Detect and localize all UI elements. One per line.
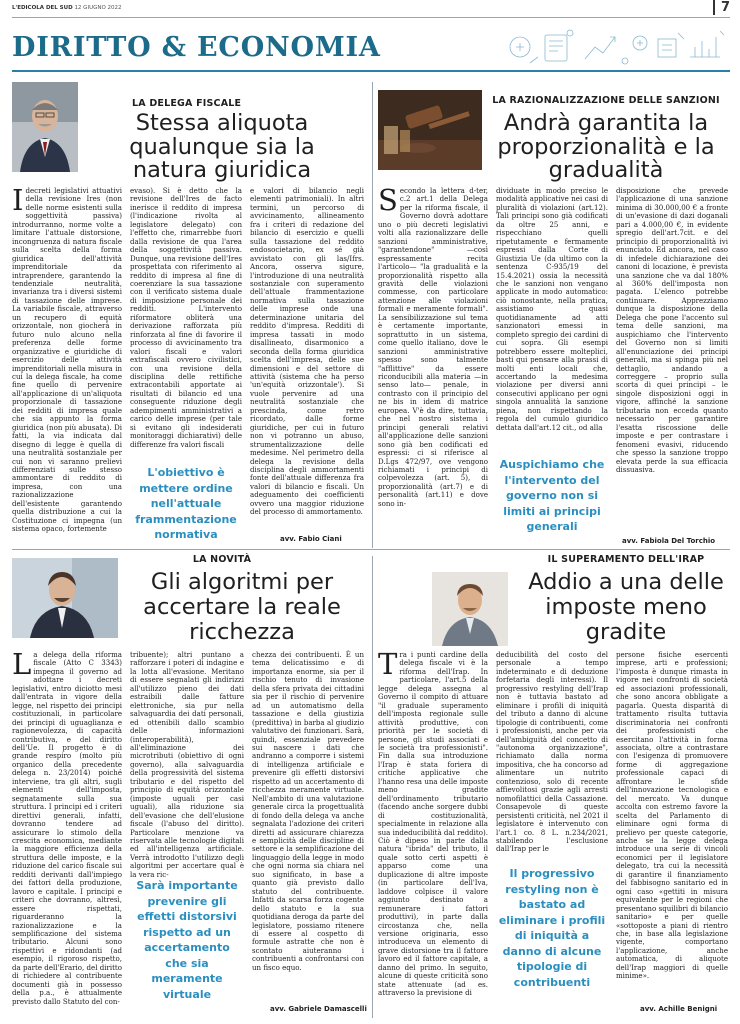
article-column-3 bbox=[616, 187, 728, 535]
finance-doodle-icon bbox=[490, 25, 730, 69]
column-text: a delega della riforma fiscale (Atto C 3343) impegna il governo ad adottare i decreti legislativi, entro diciotto mesi dall'entrata in vigore della legge, nel rispetto dei principi costituzionali, in particolare dei principi di uguaglianza e ragionevolezza, di capacità contributiva, e del diritto dell'Ue. Il progetto è di grande respiro (molto più organico della precedente delega n. 23/2014) poiché interviene, tra gli altri, sugli elementi dell'imposta, segnatamente sulla sua struttura. I principi ed i criteri direttivi generali, infatti, dovranno tendere ad assicurare lo stimolo della crescita economica, mediante la maggiore efficienza della struttura delle imposte, e la riduzione del carico fiscale sui redditi derivanti dall'impiego dei fattori della produzione, lavoro e capitale. I principi e criteri che dovranno, altresì, essere rispettati, riguarderanno la razionalizzazione e la semplificazione del sistema tributario. Alcuni sono rispettivi e ridondanti (ad esempio, il rigoroso rispetto, da parte dell'Erario, del diritto di richiedere al contribuente documenti già in possesso della p.a., è attualmente previsto dallo Statuto del con- bbox=[12, 650, 122, 1006]
column-text: tribuente); altri puntano a rafforzare i poteri di indagine e la lotta all'evasione. Meritano di essere segnalati gli indirizzi all'utilizzo pieno dei dati estraibili dalle fatture elettroniche, sia pur nella salvaguardia dei dati personali, ed ottenibili dallo scambio delle informazioni (interoperabilità), all'eliminazione dei microtributi (obiettivo di ogni governo), alla salvaguardia della progressività del sistema tributario e del rispetto del principio di equità orizzontale (imposte uguali per casi uguali), alla riduzione sia dell'evasione che dell'elusione fiscale (l'abuso del diritto). Particolare menzione va riservata alle tecnologie digitali ed all'intelligenza artificiale. Verrà introdotto l'utilizzo degli algoritmi per accertare qual è la vera ric- bbox=[130, 650, 244, 879]
article-column-3 bbox=[252, 651, 364, 1001]
author-portrait-icon bbox=[12, 82, 78, 172]
masthead bbox=[12, 0, 730, 18]
masthead-info bbox=[12, 5, 122, 11]
dropcap: T bbox=[378, 647, 398, 681]
article-irap bbox=[378, 556, 730, 1018]
publication-name: L'EDICOLA DEL SUD bbox=[12, 5, 73, 11]
author-photo bbox=[432, 572, 508, 646]
column-text: deducibilità del costo del personale a tempo indeterminato e di deduzione forfetaria degli interessi). Il progressivo restyling dell'Irap non è tuttavia bastato ad eliminare i profili di iniquità del tributo a danno di alcune tipologie di contribuenti, come i professionisti, anche per via dell'ambiguità del concetto di "autonoma organizzazione", richiamato dalla norma impositiva, che ha concorso ad alimentare un nutrito contenzioso, solo di recente affievolitosi grazie agli arresti nomofilattici della Cassazione. Consapevole di queste persistenti criticità, nel 2021 il legislatore è intervenuto con l'art.1 co. 8 L. n.234/2021, stabilendo l'esclusione dall'Irap per le bbox=[496, 650, 608, 854]
author-signature: avv. Fabiola Del Torchio bbox=[622, 537, 716, 545]
article-headline: Addio a una delle imposte meno gradite bbox=[528, 569, 724, 645]
author-signature: avv. Gabriele Damascelli bbox=[270, 1005, 367, 1013]
article-algoritmi bbox=[12, 556, 368, 1018]
article-headline: Andrà garantita la proporzionalità e la gradualità bbox=[497, 110, 715, 184]
article-column-2 bbox=[130, 187, 242, 455]
column-divider-bottom bbox=[372, 556, 373, 1018]
article-column-2 bbox=[496, 651, 608, 859]
author-signature: avv. Fabio Ciani bbox=[280, 535, 342, 543]
article-column-1 bbox=[378, 183, 488, 547]
article-column-1 bbox=[12, 647, 122, 1015]
author-portrait-icon bbox=[432, 572, 508, 646]
column-text: persone fisiche esercenti imprese, arti e professioni; l'imposta è dunque rimasta in vigore nei confronti di società ed associazioni professionali, che sono ancora obbligate a pagarla. Questa disparità di trattamento risulta tuttavia discriminatoria nei confronti dei professionisti che esercitano l'attività in forma associata, oltre a contrastare con l'esigenza di promuovere forme di aggregazione professionale capaci di affrontare le sfide dell'innovazione tecnologica e del mercato. Va dunque accolta con estremo favore la scelta del Parlamento di eliminare ogni forma di prelievo per queste categorie, anche se la legge delega introduce una serie di vincoli economici per il legislatore delegato, tra cui la necessità di garantire il finanziamento del fabbisogno sanitario ed in ogni caso «gettiti in misura equivalente per le regioni che presentano squilibri di bilancio sanitario» e per quelle «sottoposte a piani di rientro che, in base alla legislazione vigente, comportano l'applicazione, anche automatica, di aliquote dell'Irap maggiori di quelle minime». bbox=[616, 650, 728, 981]
article-column-3 bbox=[250, 187, 364, 533]
column-text: dividuate in modo preciso le modalità applicative nei casi di pluralità di violazioni (art.12). Tali principi sono già codificati da oltre 25 anni, e rispecchiano quelli ripetutamente e fermamente espressi dalla Corte di Giustizia Ue (da ultimo con la sentenza C-935/19 del 15.4.2021) ossia la necessità che le sanzioni non vengano applicate in modo automatico: ciò nonostante, nella pratica, assistiamo quasi quotidianamente ad atti sanzionatori emessi in completo spregio dei cardini di cui sopra. Gli esempi potrebbero essere molteplici, basti qui pensare alla prassi di molti enti locali che, accertando la medesima violazione per diversi anni consecutivi applicano per ogni singola annualità la sanzione piena, non rispettando la regola del cumulo giuridico dettata dall'art.12 cit., od alla bbox=[496, 186, 608, 432]
column-text: evaso). Si è detto che la revisione dell'Ires de facto inerisce il reddito di impresa (l'indicazione rivolta al legislatore delegato) con l'effetto che, rimarrebbe fuori dalla revisione de qua l'area della soggettività passiva. Dunque, una revisione dell'Ires prospettata con riferimento al reddito di impresa al fine di coerenziare la sua tassazione con il verificato sistema duale di imposizione personale dei redditi. L'intervento riformatore obliterà una derivazione rafforzata più rinforzata al fine di favorire il processo di avvicinamento tra valori fiscali e valori extrafiscali ovvero civilistici, con una revisione della disciplina delle rettifiche extracontabili apportate ai risultati di bilancio ed una conseguente riduzione degli adempimenti amministrativi a carico delle imprese (per tale si evitano gli indesiderati monitoraggi dichiarativi) delle differenze fra valori fiscali bbox=[130, 186, 242, 449]
publication-date: 12 GIUGNO 2022 bbox=[74, 5, 122, 11]
article-kicker: IL SUPERAMENTO DELL'IRAP bbox=[547, 554, 705, 565]
row-divider bbox=[12, 549, 730, 550]
article-delega-fiscale bbox=[12, 82, 368, 548]
article-kicker: LA NOVITÀ bbox=[192, 554, 252, 565]
column-text: chezza dei contribuenti. È un tema delicatissimo e di importanza enorme, sia per il rischio tenuto di invasione della sfera privata dei cittadini sia per il rischio di pervenire ad un automatismo della tassazione e della giustizia (predittiva) in barba al giudizio valutativo dei funzionari. Sarà, quindi, essenziale prevedere sui nascere i dati che andranno a comporre i sistemi di intelligenza artificiale e prevenire gli effetti distorsivi rispetto ad un accertamento di ricchezza meramente virtuale. Nell'ambito di una valutazione generale circa la progettualità di fondo della delega va anche segnalata l'adozione dei criteri diretti ad assicurare chiarezza e semplicità delle discipline di settore e la semplificazione del linguaggio della legge in modo che ogni norma sia chiara nel suo significato, in base a quanto già previsto dallo statuto del contribuente. Infatti da scarsa forza cogente dello statuto e la sua quotidiana deroga da parte del legislatore, possiamo ritenere di essere al cospetto di formule astratte che non è scontato aiuteranno i contribuenti a confrontarsi con un fisco equo. bbox=[252, 650, 364, 972]
pull-quote: Auspichiamo che l'intervento del governo non si limiti ai principi generali bbox=[499, 458, 605, 533]
author-photo bbox=[12, 558, 118, 638]
article-column-2 bbox=[130, 650, 244, 879]
article-column-1 bbox=[12, 183, 122, 543]
article-photo bbox=[378, 90, 482, 170]
section-banner bbox=[12, 23, 730, 70]
column-text: ra i punti cardine della delega fiscale vi è la riforma dell'Irap. In particolare, l'art.5 della legge delega assegna al Governo il compito di attuare "il graduale superamento dell'imposta regionale sulle attività produttive, con priorità per le società di persone, gli studi associati e le società tra professionisti". Fin dalla sua introduzione l'Irap è stata foriera di critiche applicative che l'hanno resa una delle imposte meno gradite dell'ordinamento tributario (facendo anche sorgere dubbi di costituzionalità, specialmente in relazione alla sua indeducibilità dal reddito). Ciò è dipeso in parte dalla natura "ibrida" del tributo, il quale sotto certi aspetti è apparso come una duplicazione di altre imposte (in particolare dell'Iva, laddove colpisce il valore aggiunto destinato a remunerare i fattori produttivi), in parte dalla circostanza che, nella versione originaria, esso introduceva un elemento di grave distorsione tra il fattore lavoro ed il fattore capitale, a danno del primo. In seguito, alcune di queste criticità sono state attenuate (ad es. attraverso la previsione di bbox=[378, 650, 488, 998]
article-headline: Gli algoritmi per accertare la reale ricchezza bbox=[143, 569, 341, 645]
column-divider-top bbox=[372, 82, 373, 548]
author-signature: avv. Achille Benigni bbox=[640, 1005, 718, 1013]
article-column-3 bbox=[616, 651, 728, 1001]
dropcap: I bbox=[12, 183, 24, 217]
article-kicker: LA DELEGA FISCALE bbox=[132, 98, 242, 109]
article-headline: Stessa aliquota qualunque sia la natura giuridica bbox=[129, 110, 315, 184]
column-text: econdo la lettera d-ter, c.2 art.1 della Delega per la riforma fiscale, il Governo dovrà adottare uno o più decreti legislativi volti alla razionalizzare delle sanzioni amministrative, "garantendone" —così espressamente recita l'articolo— "la gradualità e la proporzionalità rispetto alla gravità delle violazioni commesse, con particolare attenzione alle violazioni formali e meramente formali". La sensibilizzazione sul tema è certamente importante, soprattutto in un sistema, come quello italiano, dove le sanzioni amministrative spesso sono talmente "afflittive" da essere riconducibili alla materia —in senso lato— penale, in contrasto con il principio del ne bis in idem di matrice europea. V'è da dire, tuttavia, che nel nostro sistema i principi generali relativi all'applicazione delle sanzioni sono già ben codificati ed espressi: ci si riferisce al D.Lgs 472/97, ove vengono richiamati i principi di colpevolezza (art. 5), di proporzionalità (art.7) e di personalità (art.11) e dove sono in- bbox=[378, 186, 488, 508]
pull-quote: Il progressivo restyling non è bastato ad eliminare i profili di iniquità a danno di alcune tipologie di contribuenti bbox=[498, 867, 606, 989]
column-text: e valori di bilancio negli elementi patrimoniali). In altri termini, un percorso di avvicinamento, allineamento fra i criteri di redazione del bilancio di esercizio e quelli sulla tassazione del reddito endosocietario, ex sé già avvistato con gli las/Ifrs. Ancora, osserva sigure, l'introduzione di una neutralità sostanziale con superamento dell'attuale frammentazione normativa sulla tassazione delle imprese onde una determinazione unitaria del reddito d'impresa. Redditi di impresa tassati in modo disallineato, disarmonico a seconda della forma giuridica scelta dell'impresa, delle sue dimensioni e del settore di attività (sistema che ha perso 'un'equità orizzontale'). Si vuole pervenire ad una neutralità sostanziale che prescinda, come retro ricordato, dalle forme giuridiche, per cui in futuro non vi potranno un abuso, strumentalizzazione delle medesime. Nel perimetro della delega la revisione della disciplina degli ammortamenti fonte dell'attuale differenza fra valori di bilancio e fiscali. Un adeguamento dei coefficienti ovvero una maggior riduzione del processo di ammortamento. bbox=[250, 186, 364, 517]
column-text: disposizione che prevede l'applicazione di una sanzione minima di 30.000,00 € a fronte di un'evasione di dazi doganali pari a 4.000,00 €, in evidente spregio dell'art.7cit. e del principio di proporzionalità ivi enunciato. Ed ancora, nel caso di infedele dichiarazione dei canoni di locazione, è prevista una sanzione che va dal 180% al 360% dell'imposta non pagata. L'elenco potrebbe continuare. Apprezziamo dunque la disposizione della Delega che pone l'accento sul tema delle sanzioni, ma auspichiamo che l'intervento del Governo non si limiti all'enunciazione dei principi generali, ma si spinga più nel dettaglio, andando a correggere – proprio sulla scorta di quei principi – le singole disposizioni oggi in vigore, affinché la sanzione tributaria non ecceda quanto necessario per garantire l'esatta riscossione delle imposte e per contrastare i fenomeni evasivi, riducendo che spesso la sanzione troppo elevata perde la sua efficacia dissuasiva. bbox=[616, 186, 728, 474]
section-title: DIRITTO & ECONOMIA bbox=[12, 32, 381, 63]
dropcap: S bbox=[378, 183, 398, 217]
dropcap: L bbox=[12, 647, 32, 681]
column-text: decreti legislativi attuativi della revisione Ires (non delle norme esistenti sulla soggettività passiva) introdurranno, norme volte a limitare l'attuale distorsione, incongruenza di natura fiscale sulla scelta della forma giuridica dell'attività imprenditoriale da intraprendere, garantendo la tendenziale neutralità, invarianza tra i diversi sistemi di tassazione delle imprese. La variabile fiscale, attraverso un recupero di equità orizzontale, non giocherà in futuro nulo alcuno nella preferenza delle forme organizzative e giuridiche di esercizio delle attività imprenditoriali nella misura in cui la delega fiscale, ha come fine quello di pervenire all'applicazione di un'aliquota proporzionale di tassazione dei redditi di impresa quale che sia appunto la forma giuridica (non più abusata). Di fatti, la via indicata dal disegno di legge è quella di una neutralità sostanziale per cui non vi saranno prelievi differenziati sulle stesso ammontare di reddito di impresa, con una razionalizzazione dell'esistente garantendo quella distribuzione a cui la Costituzione ci impegna (un sistema opaco, fortemente bbox=[12, 186, 122, 534]
author-portrait-icon bbox=[12, 558, 118, 638]
article-column-1 bbox=[378, 647, 488, 1015]
author-photo bbox=[12, 82, 78, 172]
pull-quote: Sarà importante prevenire gli effetti distorsivi rispetto ad un accertamento che sia meramente virtuale bbox=[136, 879, 238, 1001]
gavel-illustration-icon bbox=[378, 90, 482, 170]
article-kicker: LA RAZIONALIZZAZIONE DELLE SANZIONI bbox=[492, 95, 720, 106]
section-rule bbox=[12, 70, 730, 72]
page-number: 7 bbox=[713, 0, 730, 15]
article-sanzioni bbox=[378, 82, 730, 548]
section-decoration bbox=[490, 25, 730, 69]
article-column-2 bbox=[496, 187, 608, 451]
pull-quote: L'obiettivo è mettere ordine nell'attuale frammentazione normativa bbox=[135, 466, 237, 541]
